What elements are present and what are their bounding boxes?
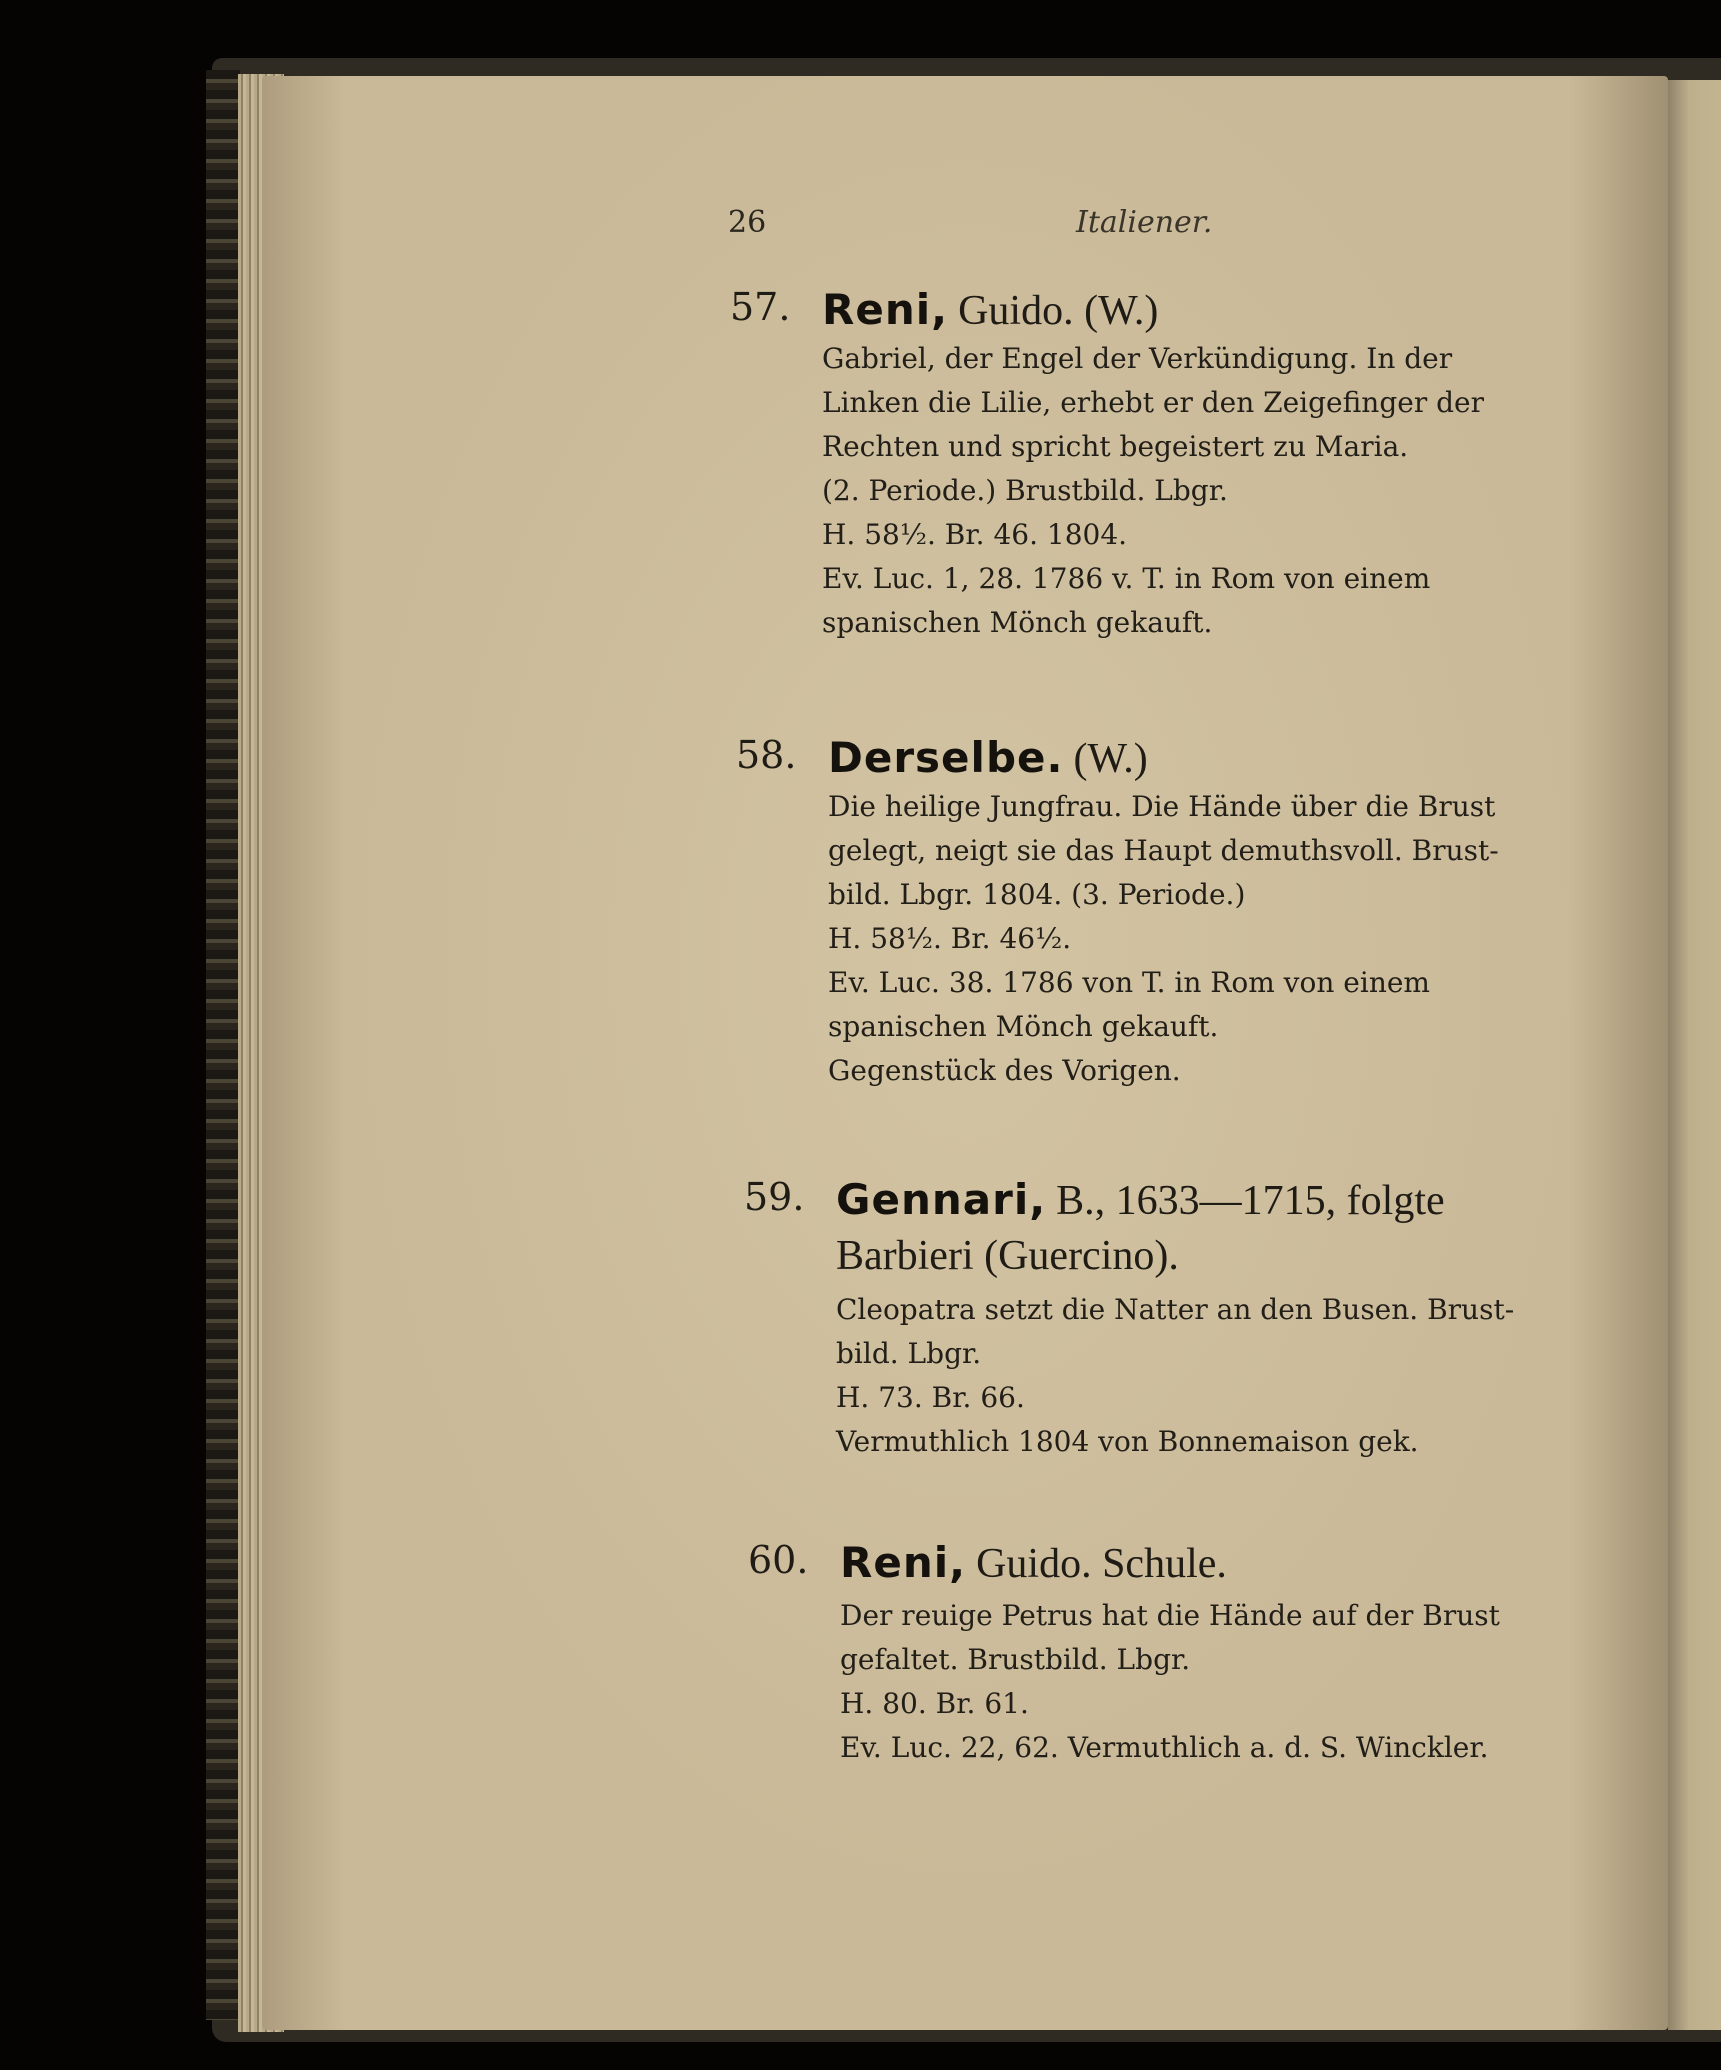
description-line: H. 58½. Br. 46½. bbox=[828, 922, 1072, 955]
catalog-entry-57 bbox=[730, 285, 1610, 655]
description-line: Ev. Luc. 22, 62. Vermuthlich a. d. S. Winckler. bbox=[840, 1731, 1489, 1764]
description-line: spanischen Mönch gekauft. bbox=[828, 1010, 1219, 1043]
catalog-entry-58 bbox=[736, 733, 1616, 1103]
description-line: spanischen Mönch gekauft. bbox=[822, 606, 1213, 639]
artist-detail: B., 1633—1715, folgte bbox=[1056, 1178, 1445, 1224]
entry-description bbox=[822, 337, 1484, 645]
description-line: Cleopatra setzt die Natter an den Busen. Brust- bbox=[836, 1293, 1515, 1326]
description-line: gefaltet. Brustbild. Lbgr. bbox=[840, 1643, 1191, 1676]
artist-detail-continued: Barbieri (Guercino). bbox=[836, 1233, 1179, 1279]
artist-name: Reni, bbox=[840, 1538, 967, 1587]
catalog-entry-59 bbox=[744, 1175, 1624, 1475]
description-line: Ev. Luc. 38. 1786 von T. in Rom von einem bbox=[828, 966, 1430, 999]
artist-detail: Guido. (W.) bbox=[958, 288, 1159, 334]
description-line: Ev. Luc. 1, 28. 1786 v. T. in Rom von einem bbox=[822, 562, 1431, 595]
description-line: (2. Periode.) Brustbild. Lbgr. bbox=[822, 474, 1228, 507]
entry-heading bbox=[840, 1538, 1227, 1588]
description-line: H. 58½. Br. 46. 1804. bbox=[822, 518, 1128, 551]
artist-detail: Guido. Schule. bbox=[976, 1541, 1227, 1587]
catalog-entry-60 bbox=[748, 1538, 1628, 1788]
entry-number: 60. bbox=[748, 1538, 809, 1582]
entry-heading bbox=[828, 733, 1148, 783]
facing-page-edge bbox=[1668, 80, 1721, 2030]
page-number: 26 bbox=[728, 205, 767, 240]
artist-name: Reni, bbox=[822, 285, 949, 334]
entry-description bbox=[840, 1594, 1500, 1770]
description-line: H. 80. Br. 61. bbox=[840, 1687, 1029, 1720]
entry-description bbox=[836, 1288, 1514, 1464]
entry-heading bbox=[822, 285, 1158, 335]
description-line: bild. Lbgr. 1804. (3. Periode.) bbox=[828, 878, 1246, 911]
entry-number: 58. bbox=[736, 733, 797, 777]
description-line: Linken die Lilie, erhebt er den Zeigefinger der bbox=[822, 386, 1484, 419]
entry-number: 59. bbox=[744, 1175, 805, 1219]
entry-number: 57. bbox=[730, 285, 791, 329]
book-spine bbox=[206, 70, 240, 2020]
running-head bbox=[728, 205, 1248, 255]
description-line: Rechten und spricht begeistert zu Maria. bbox=[822, 430, 1409, 463]
description-line: Gegenstück des Vorigen. bbox=[828, 1054, 1181, 1087]
entry-description bbox=[828, 785, 1499, 1093]
description-line: Die heilige Jungfrau. Die Hände über die Brust bbox=[828, 790, 1496, 823]
artist-name: Gennari, bbox=[836, 1175, 1047, 1224]
description-line: Der reuige Petrus hat die Hände auf der Brust bbox=[840, 1599, 1500, 1632]
description-line: Vermuthlich 1804 von Bonnemaison gek. bbox=[836, 1425, 1419, 1458]
artist-name: Derselbe. bbox=[828, 733, 1064, 782]
description-line: H. 73. Br. 66. bbox=[836, 1381, 1025, 1414]
description-line: gelegt, neigt sie das Haupt demuthsvoll. Brust- bbox=[828, 834, 1499, 867]
entry-heading bbox=[836, 1175, 1445, 1225]
description-line: Gabriel, der Engel der Verkündigung. In der bbox=[822, 342, 1453, 375]
section-title: Italiener. bbox=[1076, 205, 1213, 240]
description-line: bild. Lbgr. bbox=[836, 1337, 982, 1370]
artist-detail: (W.) bbox=[1073, 736, 1148, 782]
